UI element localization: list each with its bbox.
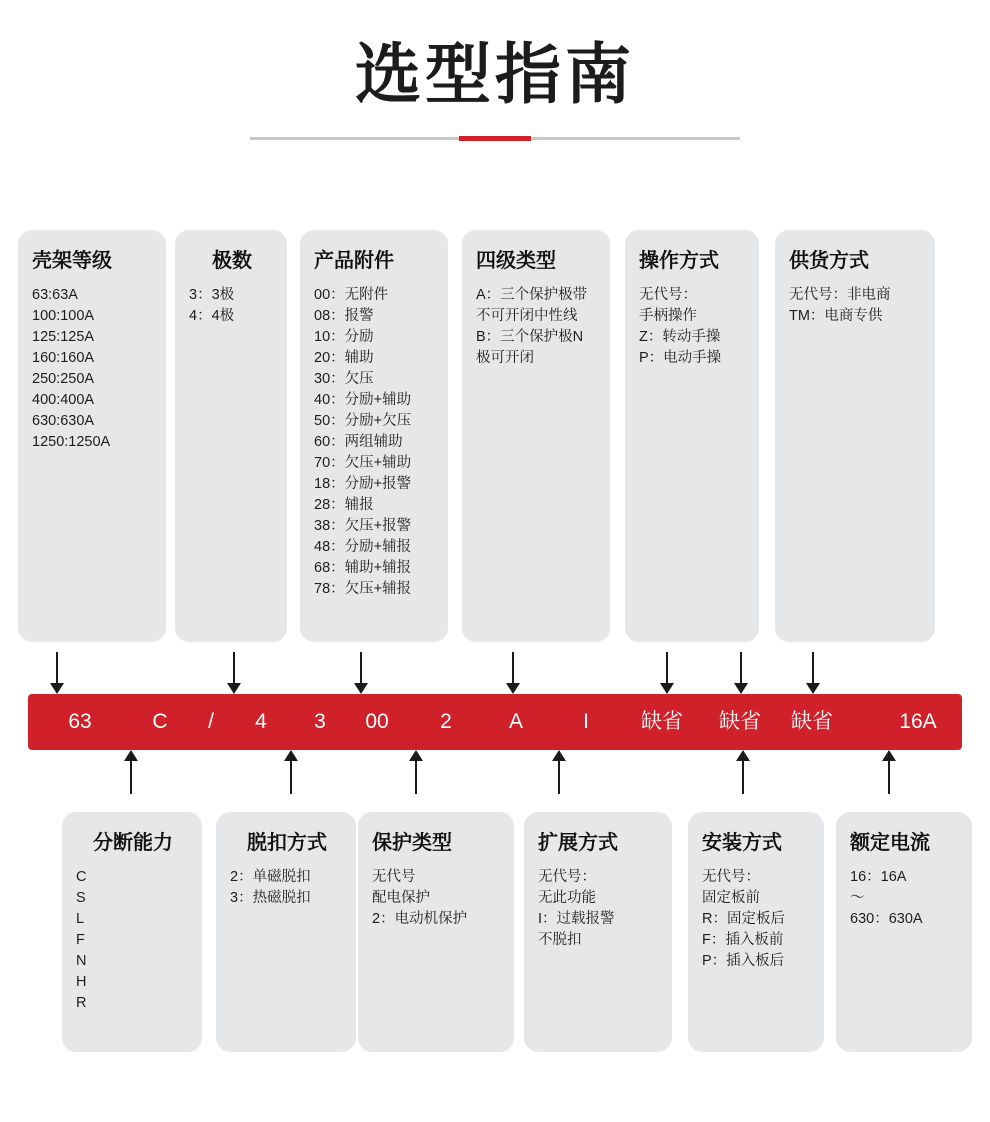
card-line: 630:630A — [32, 413, 95, 429]
card-line: B：三个保护极N — [476, 329, 584, 345]
arrow-down-operation-mode — [666, 652, 668, 684]
code-cell: C — [152, 710, 168, 733]
card-line: 无代号： — [702, 869, 760, 885]
card-line: 配电保护 — [372, 890, 430, 906]
code-cell: 4 — [255, 710, 267, 733]
card-title: 扩展方式 — [538, 832, 618, 854]
card-line: 不脱扣 — [538, 932, 582, 948]
card-line: 2：电动机保护 — [372, 911, 468, 927]
card-line: 20：辅助 — [314, 350, 374, 366]
code-cell: / — [208, 710, 214, 733]
code-cell: 3 — [314, 710, 326, 733]
card-line: 63:63A — [32, 287, 78, 303]
card-line: 2：单磁脱扣 — [230, 869, 311, 885]
card-line: 固定板前 — [702, 890, 760, 906]
arrow-down-four-pole-type — [512, 652, 514, 684]
card-line: H — [76, 974, 87, 990]
card-protection-type — [358, 812, 514, 1052]
card-line: 78：欠压+辅报 — [314, 581, 412, 597]
card-line: S — [76, 890, 86, 906]
card-trip-mode — [216, 812, 356, 1052]
code-cell: 63 — [68, 710, 92, 733]
card-line: 10：分励 — [314, 329, 374, 345]
arrow-down-frame-rating — [56, 652, 58, 684]
card-line: 手柄操作 — [639, 308, 697, 324]
code-cell: 16A — [899, 710, 937, 733]
card-line: A：三个保护极带 — [476, 287, 588, 303]
card-title: 壳架等级 — [32, 250, 112, 272]
card-line: 16：16A — [850, 869, 907, 885]
card-line: 4：4极 — [189, 308, 235, 324]
card-line: 400:400A — [32, 392, 95, 408]
card-breaking-capacity — [62, 812, 202, 1052]
card-line: R：固定板后 — [702, 911, 785, 927]
arrow-up-install-mode — [742, 760, 744, 794]
card-line: 28：辅报 — [314, 497, 374, 513]
code-cell: 缺省 — [641, 710, 683, 733]
card-line: 不可开闭中性线 — [476, 308, 578, 324]
card-line: 极可开闭 — [476, 350, 534, 366]
card-line: 160:160A — [32, 350, 95, 366]
title-divider-accent — [459, 136, 531, 141]
card-line: 无代号 — [372, 869, 416, 885]
arrow-up-rated-current — [888, 760, 890, 794]
arrow-down-supply-mode — [740, 652, 742, 684]
card-line: Z：转动手操 — [639, 329, 721, 345]
code-cell: I — [583, 710, 589, 733]
card-line: 00：无附件 — [314, 287, 389, 303]
card-line: 630：630A — [850, 911, 923, 927]
card-line: L — [76, 911, 85, 927]
card-line: TM：电商专供 — [789, 308, 883, 324]
code-cell: 缺省 — [719, 710, 761, 733]
model-code-bar — [28, 694, 962, 750]
card-title: 四级类型 — [476, 250, 556, 272]
card-title: 操作方式 — [639, 250, 719, 272]
card-line: I：过载报警 — [538, 911, 615, 927]
card-frame-rating — [18, 230, 166, 642]
card-line: 100:100A — [32, 308, 95, 324]
card-line: R — [76, 995, 87, 1011]
card-line: 1250:1250A — [32, 434, 111, 450]
card-line: 08：报警 — [314, 308, 374, 324]
card-line: 18：分励+报警 — [314, 476, 412, 492]
card-line: 无代号： — [538, 869, 596, 885]
arrow-down-accessories — [360, 652, 362, 684]
card-line: 68：辅助+辅报 — [314, 560, 412, 576]
card-line: 250:250A — [32, 371, 95, 387]
card-operation-mode — [625, 230, 759, 642]
card-title: 供货方式 — [789, 250, 869, 272]
card-four-pole-type — [462, 230, 610, 642]
card-line: C — [76, 869, 87, 885]
card-title: 额定电流 — [850, 832, 930, 854]
card-line: P：插入板后 — [702, 953, 785, 969]
arrow-up-expansion-mode — [558, 760, 560, 794]
card-line: F：插入板前 — [702, 932, 784, 948]
card-install-mode — [688, 812, 824, 1052]
card-line: ～ — [850, 890, 865, 906]
card-line: P：电动手操 — [639, 350, 722, 366]
card-line: 无代号： — [639, 287, 697, 303]
card-line: 50：分励+欠压 — [314, 413, 412, 429]
arrow-up-protection-type — [415, 760, 417, 794]
card-line: 无代号：非电商 — [789, 287, 891, 303]
code-cell: 2 — [440, 710, 452, 733]
card-rated-current — [836, 812, 972, 1052]
card-line: F — [76, 932, 85, 948]
card-line: 60：两组辅助 — [314, 434, 403, 450]
card-line: 无此功能 — [538, 890, 596, 906]
page-title: 选型指南 — [355, 37, 635, 111]
code-cell: 缺省 — [791, 710, 833, 733]
card-line: 70：欠压+辅助 — [314, 455, 412, 471]
card-line: 40：分励+辅助 — [314, 392, 412, 408]
card-line: 3：热磁脱扣 — [230, 890, 311, 906]
card-accessories — [300, 230, 448, 642]
arrow-down-pole-count — [233, 652, 235, 684]
arrow-up-trip-mode — [290, 760, 292, 794]
card-line: 3：3极 — [189, 287, 235, 303]
card-title: 极数 — [212, 250, 252, 272]
card-expansion-mode — [524, 812, 672, 1052]
card-line: 38：欠压+报警 — [314, 518, 412, 534]
card-line: N — [76, 953, 87, 969]
page-header — [0, 0, 990, 140]
title-divider — [250, 137, 740, 140]
arrow-down-supply-mode-2 — [812, 652, 814, 684]
card-title: 保护类型 — [372, 832, 452, 854]
card-line: 30：欠压 — [314, 371, 374, 387]
card-title: 分断能力 — [93, 832, 173, 854]
card-line: 48：分励+辅报 — [314, 539, 412, 555]
code-cell: 00 — [365, 710, 389, 733]
card-title: 脱扣方式 — [247, 832, 327, 854]
card-title: 安装方式 — [702, 832, 782, 854]
card-line: 125:125A — [32, 329, 95, 345]
card-title: 产品附件 — [314, 250, 394, 272]
card-supply-mode — [775, 230, 935, 642]
code-cell: A — [508, 710, 523, 733]
arrow-up-breaking-capacity — [130, 760, 132, 794]
card-pole-count — [175, 230, 287, 642]
